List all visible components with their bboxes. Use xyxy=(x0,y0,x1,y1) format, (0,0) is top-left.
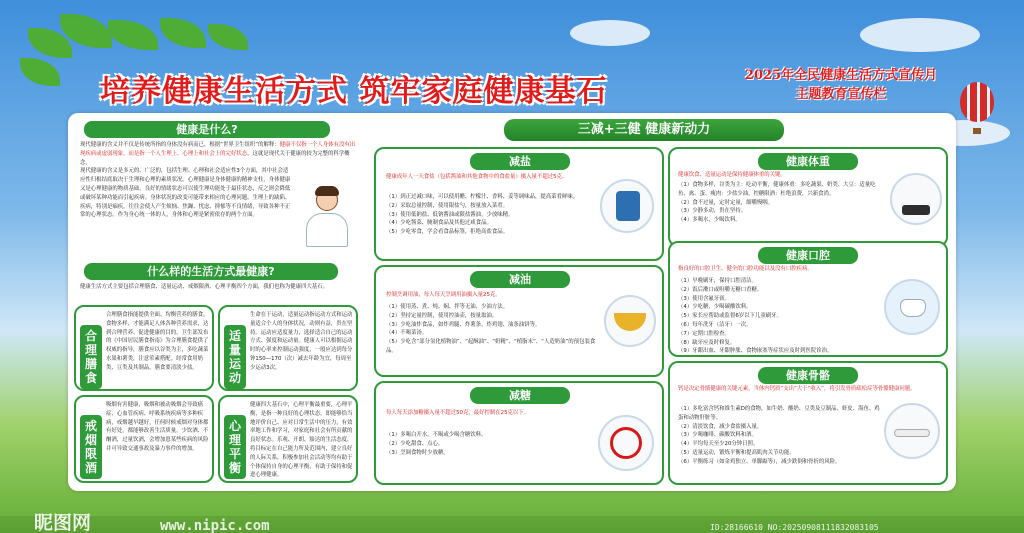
panel-sugar xyxy=(374,381,664,485)
list-item: （1）多喝白开水，不喝或少喝含糖饮料。 xyxy=(386,432,487,438)
no-sweets-icon xyxy=(598,415,654,471)
text-span-highlight: 健康不仅指一个人身体有没有出现疾病或虚弱现象，而是指一个人生理上、心理上和社会上的完好状态 xyxy=(80,142,356,157)
list-item: （7）定期口腔检查。 xyxy=(678,330,730,337)
list-item: （4）少吃酱菜、腌制食品及其他过咸食品。 xyxy=(386,220,492,227)
bone-icon xyxy=(884,403,940,459)
subtitle-line: 主题教育宣传栏 xyxy=(795,87,887,102)
subtitle-block xyxy=(726,66,956,104)
section-title-health: 健康是什么? xyxy=(84,121,330,138)
list-item: （8）缺牙应及时修复。 xyxy=(678,339,736,346)
list-item: （4）少吃糖，少喝碳酸饮料。 xyxy=(678,304,752,311)
oil-bowl-icon xyxy=(604,295,656,347)
card-mental xyxy=(218,395,358,483)
doctor-hair-icon xyxy=(315,186,339,196)
text-span: 现代健康的含义是多元的、广泛的，包括生理、心理和社会适应性3个方面，其中社会适应性归根结底取决于生理和心理的素质状况。心理健康是身体健康的精神支柱，身体健康又是心理健康的物质基础。良好的情绪状态可以使生理功能处于最佳状态，反之则会降低或破坏某种功能而引起疾病。身体状况的改变可能带来相应的心理问题，生理上的缺陷、疾病，特别是痼疾，往往会使人产生烦恼、焦躁、忧虑、抑郁等不良情绪，导致各种不正常的心理状态。作为身心统一体的人，身体和心理是紧密依存的两个方面。 xyxy=(80,168,291,219)
list-item: （5）家长应帮助或监督6岁以下儿童刷牙。 xyxy=(678,313,782,320)
text-span: 现代健康的含义并不仅是传统所指的身体没有病而已，根据“世界卫生组织”的解释： xyxy=(80,142,280,148)
panel-list xyxy=(678,405,884,485)
list-item: （1）到正过减口味，可以使用醋、柠檬汁、香料、姜等调味品，提高菜肴鲜味。 xyxy=(386,194,579,200)
list-item: （2）食不过量，定时定量，细嚼慢咽。 xyxy=(678,199,774,206)
panel-salt xyxy=(374,147,664,261)
content-board xyxy=(68,113,956,491)
list-item: （5）适量运动，锻炼平衡和提高肌肉关节功能。 xyxy=(678,449,795,456)
card-exercise xyxy=(218,305,358,391)
panel-title: 健康骨骼 xyxy=(758,367,858,384)
subtitle-line: 2025年全民健康生活方式宣传月 xyxy=(744,68,938,83)
list-item: （6）每年洗牙（洁牙）一次。 xyxy=(678,321,752,328)
list-item: （1）使用蒸、煮、炖、焖、拌等无油、少油方法。 xyxy=(386,304,509,310)
list-item: （3）烹调食物时少放糖。 xyxy=(386,449,449,456)
list-item: （4）多喝水，少喝饮料。 xyxy=(678,217,741,224)
panel-key-point: 钙是决定骨骼健康的关键元素，当体内钙质“支出”大于“收入”，将引发骨质疏松症等骨骼健康问题。 xyxy=(678,386,916,392)
panel-key-point: 指良好的口腔卫生、健全的口腔功能以及没有口腔疾病。 xyxy=(678,266,813,272)
list-item: （9）牙龈出血、牙龈肿胀、食物嵌塞等症状应及时到医院诊治。 xyxy=(678,348,833,355)
list-item: （5）少吃含“部分氢化植物油”、“起酥油”、“奶精”、“植脂末”、“人造奶油”的预包装食品。 xyxy=(386,339,596,354)
panel-list xyxy=(678,277,884,357)
panel-key-point: 每人每天添加糖摄入量不超过50克，最好控制在25克以下。 xyxy=(386,410,530,416)
list-item: （2）采取总量控制，使用限盐勺，按量放入菜肴。 xyxy=(386,202,509,209)
main-title: 培养健康生活方式 筑牢家庭健康基石 xyxy=(100,74,608,109)
card-label: 合理膳食 xyxy=(80,325,102,389)
hot-air-balloon-icon xyxy=(960,82,994,122)
panel-weight xyxy=(668,147,948,247)
panel-bone xyxy=(668,361,948,485)
leaf-icon xyxy=(208,24,248,50)
card-label: 适量运动 xyxy=(224,325,246,389)
site-logo: 昵图网 xyxy=(34,512,92,533)
scale-icon xyxy=(890,173,942,225)
list-item: （3）少静多动，贵在坚持。 xyxy=(678,208,747,215)
list-item: （3）少喝咖啡、碳酸饮料和酒。 xyxy=(678,432,757,439)
card-diet xyxy=(74,305,214,391)
list-item: （3）使用低钠盐、低钠酱油或限盐酱油，少放味精。 xyxy=(386,211,514,218)
salt-shaker-icon xyxy=(600,179,654,233)
list-item: （1）多吃富含钙和维生素D的食物，如牛奶、酸奶、豆类及豆制品、虾皮、海鱼、鸡蛋和动物肝脏等。 xyxy=(678,406,880,421)
panel-list xyxy=(386,193,596,259)
card-smoking xyxy=(74,395,214,483)
panel-title: 健康体重 xyxy=(758,153,858,170)
site-url: www.nipic.com xyxy=(160,518,270,533)
card-label: 戒烟限酒 xyxy=(80,415,102,479)
list-item: （3）少吃油炸食品，如炸鸡腿、炸薯条、炸鸡翅、油条油饼等。 xyxy=(386,321,541,328)
list-item: （2）清淡饮食，减少食盐摄入量。 xyxy=(678,423,763,430)
card-label: 心理平衡 xyxy=(224,415,246,479)
panel-list xyxy=(386,303,606,375)
card-text: 健康四大基石中，心理平衡最重要，心理平衡，是指一种良好的心理状态，即能够恰当地评价自己、应对日常生活中的压力，有效率地工作和学习，对家庭和社会有所贡献的良好状态。乐观、开朗、豁达的生活态度，将目标定在自己能力所及范围内，建立良好的人际关系，积极参加社会活动等均有助于个体保持自身的心理平衡，有助于保持和促进心理健康。 xyxy=(250,402,353,479)
cloud xyxy=(570,20,650,46)
doctor-body-icon xyxy=(306,213,348,247)
card-text: 吸烟有害健康，吸烟和被动吸烟会导致癌症、心血管疾病、呼吸系统疾病等多种疾病，戒烟越早越好，任何时候戒烟对身体都有好处，都能够改善生活质量。少饮酒、不酗酒，过量饮酒，会增加患某些疾病的风险并可导致交通事故及暴力事件的增加。 xyxy=(106,402,209,452)
panel-list xyxy=(678,181,886,245)
card-text: 生命在于运动，适量运动指运动方式和运动量适合个人的身体状况，动则有益，贵在坚持。运动应适度量力，选择适合自己的运动方式、强度和运动量。健康人可以根据运动时的心率来控制运动强度，一般应达到每分钟150—170（次）减去年龄为宜，每周至少运动3次。 xyxy=(250,312,353,371)
panel-title: 减油 xyxy=(470,271,570,288)
list-item: （3）使用含氟牙膏。 xyxy=(678,295,730,302)
list-item: （4）平均每天至少20分钟日照。 xyxy=(678,441,759,448)
panel-title: 健康口腔 xyxy=(758,247,858,264)
panel-key-point: 健康饮食、适量运动是保持健康体重的关键。 xyxy=(678,172,786,178)
list-item: （1）早晚刷牙，保持口腔清洁。 xyxy=(678,278,757,284)
leaf-icon xyxy=(160,18,206,48)
panel-oil xyxy=(374,265,664,377)
banner-ribbon: 三减+三健 健康新动力 xyxy=(504,119,784,141)
list-item: （6）平衡练习（如金鸡独立、单脚踮等），减少跌倒和骨折的风险。 xyxy=(678,458,841,465)
panel-title: 减盐 xyxy=(470,153,570,170)
list-item: （1）食物多样，谷类为主：吃动平衡，健康体重：多吃蔬果、奶类、大豆：适量吃鱼、禽、蛋、瘦肉：少盐少油，控糖限酒：杜绝浪费，兴新食尚。 xyxy=(678,182,876,197)
section-title-lifestyle: 什么样的生活方式最健康? xyxy=(84,263,338,280)
list-item: （5）少吃零食，学会看食品标签，拒绝高盐食品。 xyxy=(386,229,509,236)
list-item: （2）少吃甜食、点心。 xyxy=(386,440,444,447)
leaf-icon xyxy=(20,58,60,86)
lifestyle-intro: 健康生活方式主要包括合理膳食、适量运动、戒烟限酒、心理平衡四个方面，我们也称为健康四大基石。 xyxy=(80,284,328,290)
list-item: （2）饭后漱口或咀嚼无糖口香糖。 xyxy=(678,286,763,293)
balloon-basket-icon xyxy=(973,128,981,134)
text-span: ，这就是现代关于健康的较为完整的科学概念。 xyxy=(80,150,350,166)
teeth-icon xyxy=(884,279,940,335)
card-text: 合理膳食指能提供全面、均衡营养的膳食。食物多样，才能满足人体各种营养需求，达到合理营养、促进健康的目的。卫生部发布的《中国居民膳食指南》为合理膳食提供了权威的指导，膳食应以谷类为主，多吃蔬菜水果和薯类，注意荤素搭配。经常食用奶类、豆类及其制品，膳食要清淡少盐。 xyxy=(106,312,209,371)
panel-key-point: 健康成年人一天食盐（包括酱油和其他食物中的食盐量）摄入量不超过5克。 xyxy=(386,174,568,180)
list-item: （4）不喝菜汤。 xyxy=(386,330,428,337)
panel-key-point: 控制烹调用油，每人每天烹调用油摄入量25克。 xyxy=(386,292,501,298)
image-id: ID:28166610 NO:20250908111832083105 xyxy=(710,523,879,532)
panel-list xyxy=(386,431,596,471)
cloud xyxy=(860,18,980,52)
panel-mouth xyxy=(668,241,948,357)
panel-title: 减糖 xyxy=(470,387,570,404)
leaf-icon xyxy=(108,20,158,50)
list-item: （2）坚持定量控制，使用控油壶，按量取油。 xyxy=(386,312,498,319)
